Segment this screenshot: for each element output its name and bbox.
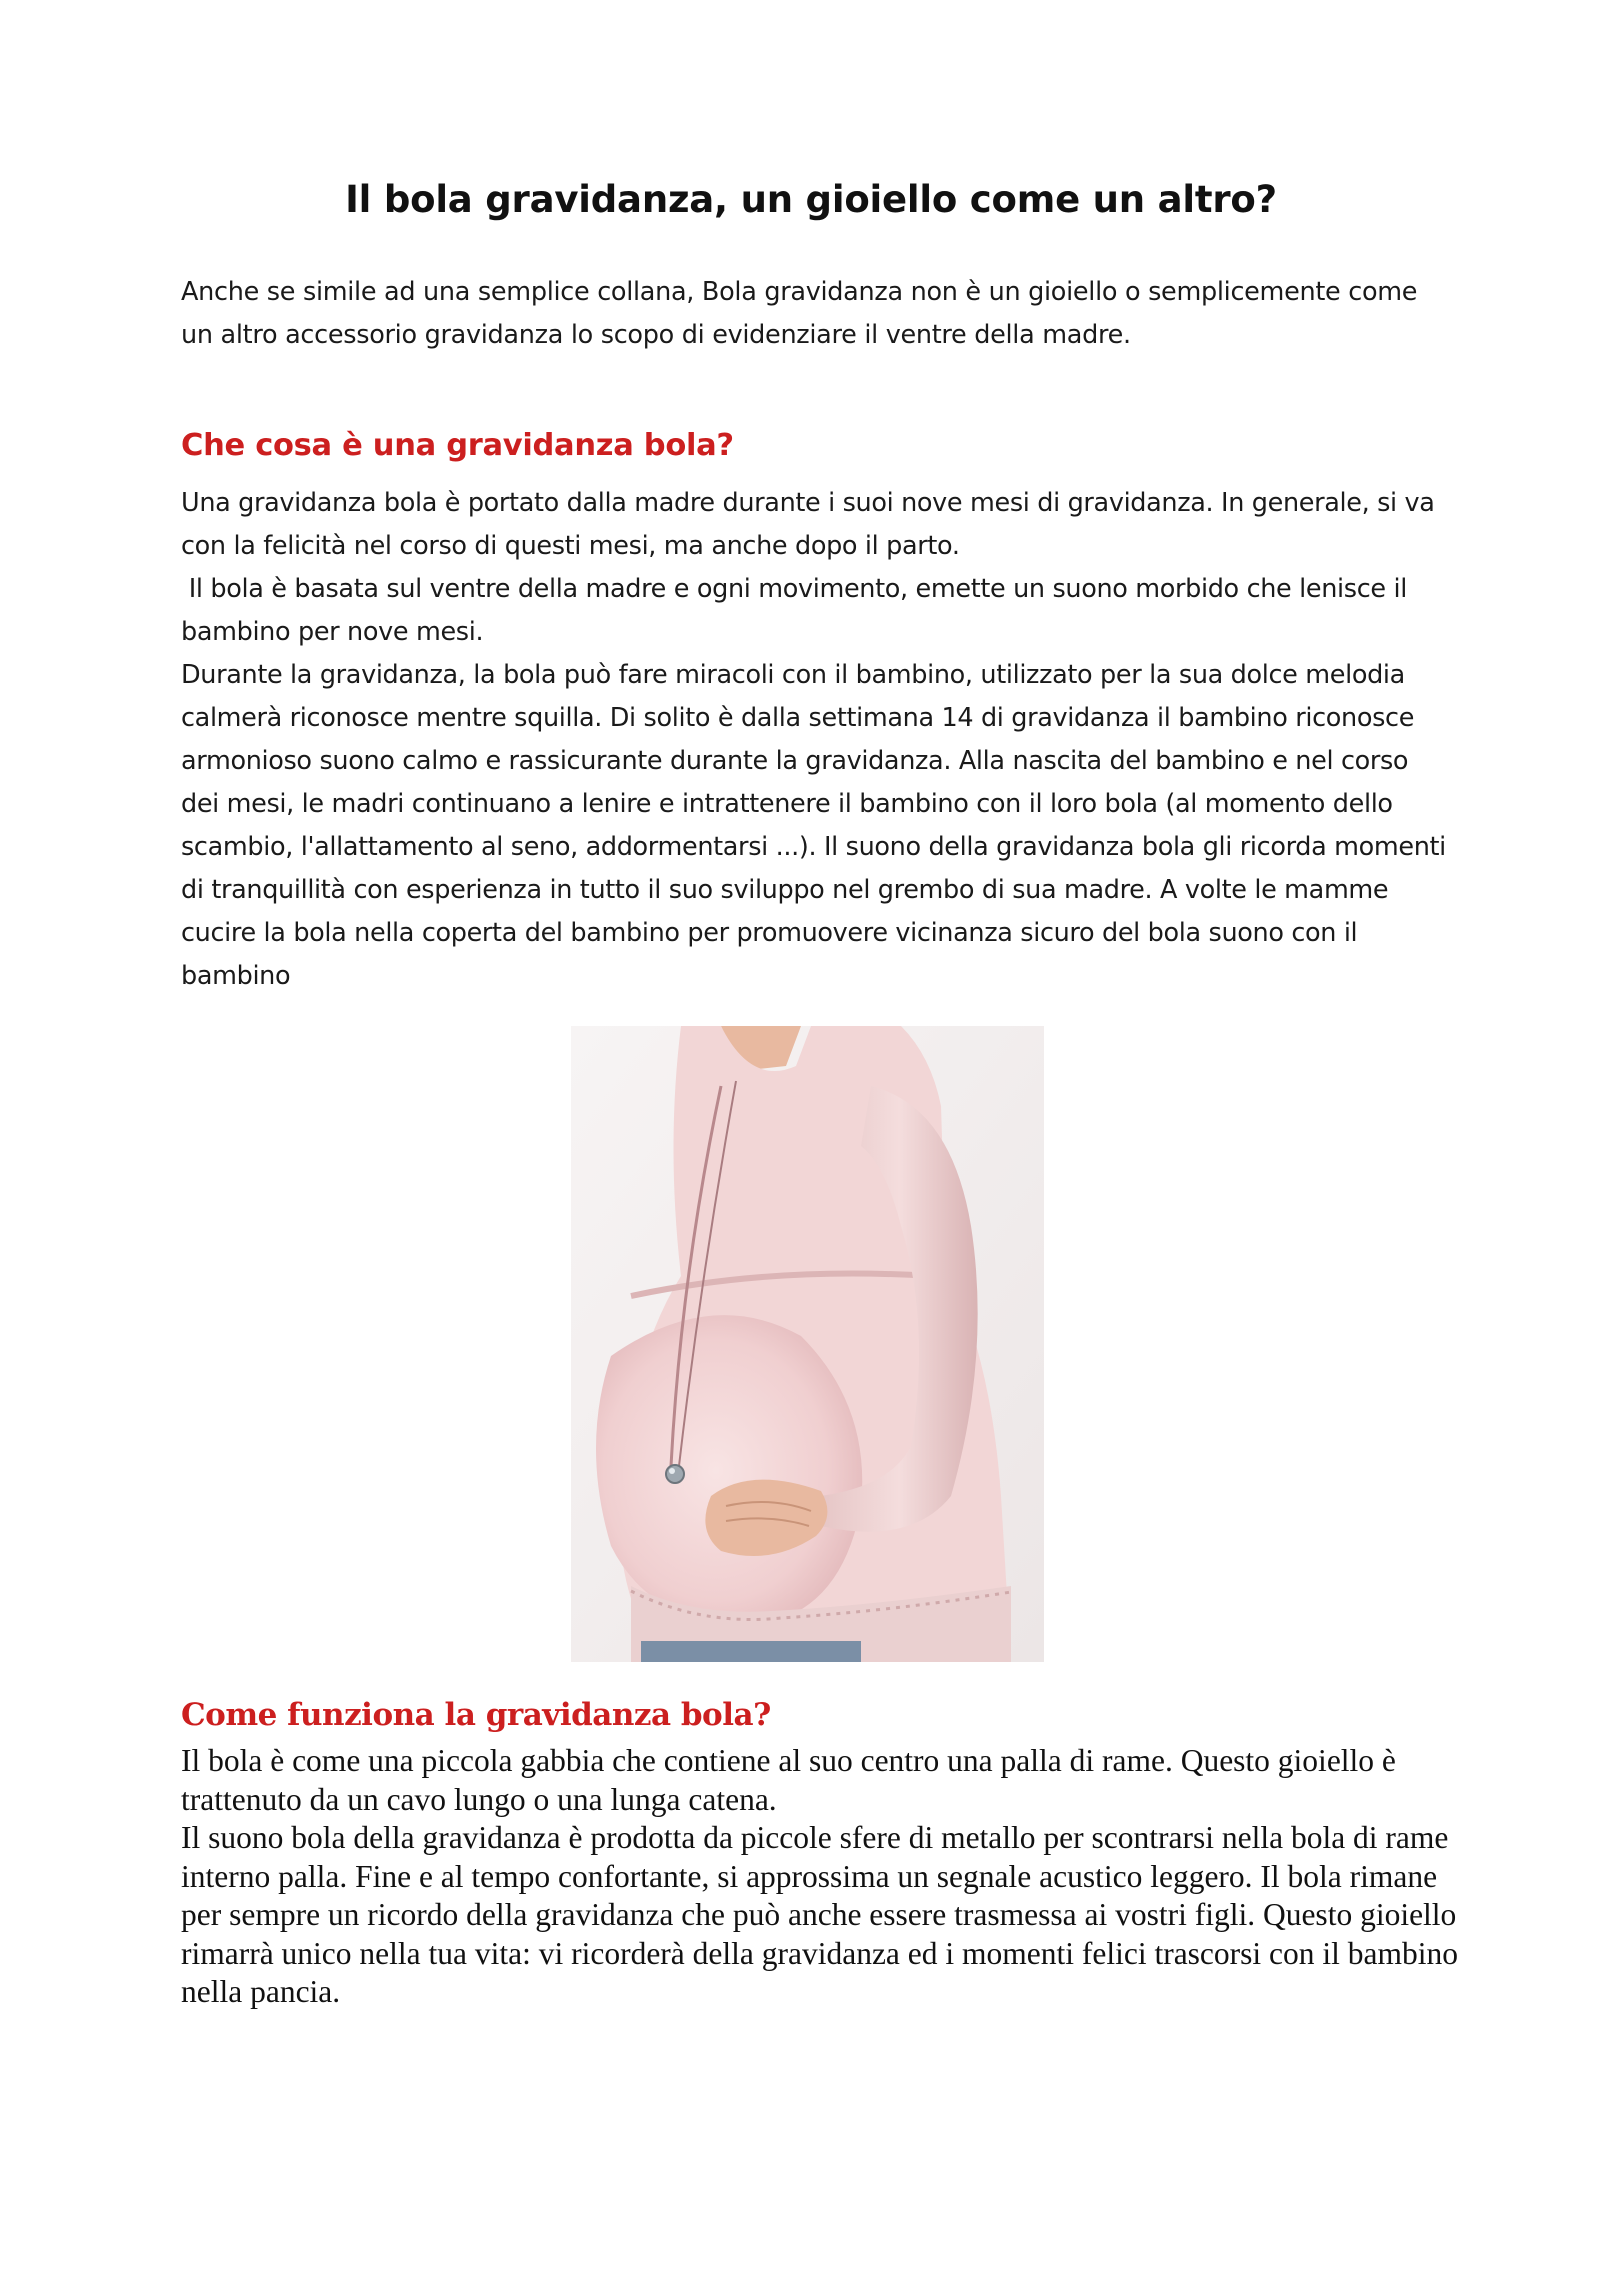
paragraph: Il suono bola della gravidanza è prodotta da piccole sfere di metallo per scontrarsi nella bola di rame interno palla. Fine e al tempo confortante, si approssima un segnale acustico leggero. Il bola rimane per sempre un ricordo della gravidanza che può anche essere trasmessa ai vostri figli. Questo gioiello rimarrà unico nella tua vita: vi ricorderà della gravidanza ed i momenti felici trascorsi con il bambino nella pancia. bbox=[181, 1820, 1459, 2009]
section-heading-how-it-works: Come funziona la gravidanza bola? bbox=[181, 1697, 771, 1733]
section-heading-what-is: Che cosa è una gravidanza bola? bbox=[181, 428, 734, 463]
section-body-how-it-works bbox=[181, 1742, 1471, 2012]
paragraph: Durante la gravidanza, la bola può fare miracoli con il bambino, utilizzato per la sua dolce melodia calmerà riconosce mentre squilla. Di solito è dalla settimana 14 di gravidanza il bambino riconosce armonioso suono calmo e rassicurante durante la gravidanza. Alla nascita del bambino e nel corso dei mesi, le madri continuano a lenire e intrattenere il bambino con il loro bola (al momento dello scambio, l'allattamento al seno, addormentarsi ...). Il suono della gravidanza bola gli ricorda momenti di tranquillità con esperienza in tutto il suo sviluppo nel grembo di sua madre. A volte le mamme cucire la bola nella coperta del bambino per promuovere vicinanza sicuro del bola suono con il bambino bbox=[181, 660, 1446, 991]
paragraph: Il bola è basata sul ventre della madre e ogni movimento, emette un suono morbido che lenisce il bambino per nove mesi. bbox=[181, 574, 1415, 647]
pregnant-woman-photo bbox=[571, 1026, 1044, 1662]
pregnant-woman-illustration bbox=[571, 1026, 1044, 1662]
intro-paragraph: Anche se simile ad una semplice collana, Bola gravidanza non è un gioiello o semplicemente come un altro accessorio gravidanza lo scopo di evidenziare il ventre della madre. bbox=[181, 277, 1418, 350]
section-body-what-is bbox=[181, 482, 1451, 998]
paragraph: Il bola è come una piccola gabbia che contiene al suo centro una palla di rame. Questo gioiello è trattenuto da un cavo lungo o una lunga catena. bbox=[181, 1743, 1396, 1817]
paragraph: Una gravidanza bola è portato dalla madre durante i suoi nove mesi di gravidanza. In generale, si va con la felicità nel corso di questi mesi, ma anche dopo il parto. bbox=[181, 488, 1435, 561]
document-title: Il bola gravidanza, un gioiello come un altro? bbox=[345, 178, 1277, 221]
